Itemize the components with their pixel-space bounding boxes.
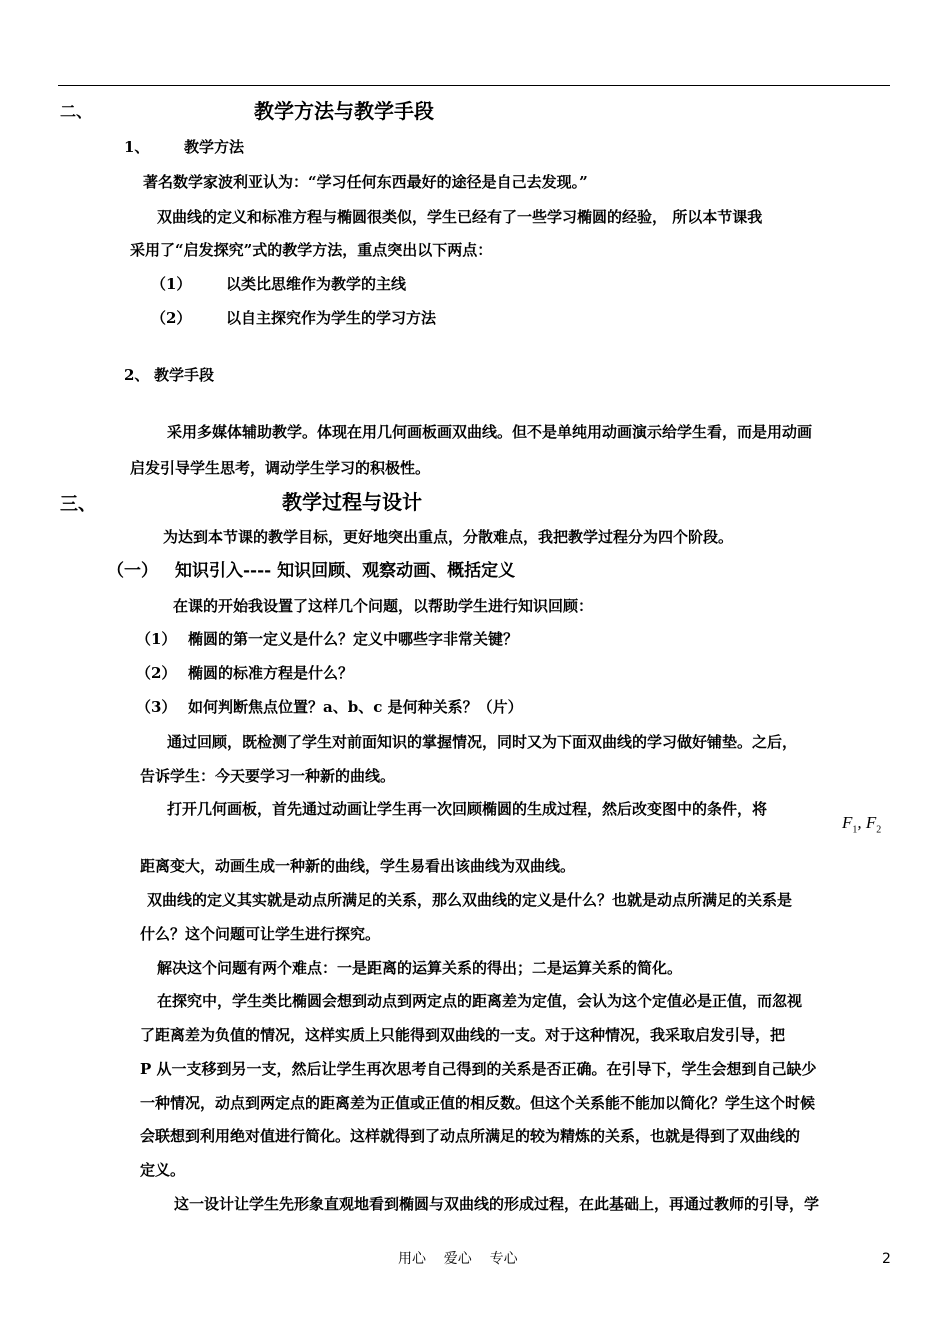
subsection2-number: 2、	[124, 366, 150, 384]
review-line1: 通过回顾，既检测了学生对前面知识的掌握情况，同时又为下面双曲线的学习做好铺垫。之后，	[167, 733, 798, 751]
definition-line2: 什么？这个问题可让学生进行探究。	[140, 925, 381, 943]
review-line2: 告诉学生：今天要学习一种新的曲线。	[140, 767, 396, 785]
geometry-line1: 打开几何画板，首先通过动画让学生再一次回顾椭圆的生成过程，然后改变图中的条件，将	[167, 800, 768, 818]
focus-points-formula: $F_1$, $F_2$	[842, 813, 882, 836]
section3-intro: 为达到本节课的教学目标，更好地突出重点，分散难点，我把教学过程分为四个阶段。	[163, 528, 734, 546]
explore-line6: 定义。	[140, 1161, 186, 1179]
header-rule	[58, 85, 890, 86]
question2-text: 椭圆的标准方程是什么？	[188, 664, 354, 682]
section3-title: 教学过程与设计	[282, 490, 422, 514]
stage1-title: 知识引入---- 知识回顾、观察动画、概括定义	[175, 561, 516, 581]
explore-line1: 在探究中，学生类比椭圆会想到动点到两定点的距离差为定值，会认为这个定值必是正值，而忽视	[157, 992, 803, 1010]
question3-number: （3）	[136, 698, 177, 716]
media-paragraph-line1: 采用多媒体辅助教学。体现在用几何画板画双曲线。但不是单纯用动画演示给学生看，而是用动画	[167, 423, 813, 441]
design-line: 这一设计让学生先形象直观地看到椭圆与双曲线的形成过程，在此基础上，再通过教师的引导，学	[174, 1195, 820, 1213]
method-paragraph-line2: 采用了“启发探究”式的教学方法，重点突出以下两点：	[130, 241, 493, 259]
explore-line2: 了距离差为负值的情况，这样实质上只能得到双曲线的一支。对于这种情况，我采取启发引导，把	[140, 1026, 786, 1044]
method-paragraph-line1: 双曲线的定义和标准方程与椭圆很类似，学生已经有了一些学习椭圆的经验， 所以本节课我	[157, 208, 763, 226]
point2-text: 以自主探究作为学生的学习方法	[226, 309, 437, 327]
stage1-number: （一）	[107, 561, 158, 581]
explore-line5: 会联想到利用绝对值进行简化。这样就得到了动点所满足的较为精炼的关系，也就是得到了双曲线的	[140, 1127, 801, 1145]
explore-line3: P 从一支移到另一支，然后让学生再次思考自己得到的关系是否正确。在引导下，学生会想到自己缺少	[140, 1060, 817, 1078]
question3-text: 如何判断焦点位置？a、b、c 是何种关系？（片）	[188, 698, 523, 716]
subsection1-number: 1、	[124, 138, 150, 156]
point1-number: （1）	[151, 275, 192, 293]
subsection2-title: 教学手段	[154, 366, 215, 384]
stage1-lead: 在课的开始我设置了这样几个问题，以帮助学生进行知识回顾：	[173, 597, 594, 615]
polya-quote: 著名数学家波利亚认为：“学习任何东西最好的途径是自己去发现。”	[143, 173, 588, 191]
definition-line1: 双曲线的定义其实就是动点所满足的关系，那么双曲线的定义是什么？也就是动点所满足的关系是	[147, 891, 793, 909]
difficulty-line: 解决这个问题有两个难点：一是距离的运算关系的得出；二是运算关系的简化。	[157, 959, 683, 977]
geometry-line2: 距离变大，动画生成一种新的曲线，学生易看出该曲线为双曲线。	[140, 857, 576, 875]
footer-motto: 用心 爱心 专心	[398, 1251, 518, 1267]
media-paragraph-line2: 启发引导学生思考，调动学生学习的积极性。	[130, 459, 431, 477]
question1-number: （1）	[136, 630, 177, 648]
section2-title: 教学方法与教学手段	[254, 99, 434, 123]
subsection1-title: 教学方法	[184, 138, 245, 156]
point2-number: （2）	[151, 309, 192, 327]
question1-text: 椭圆的第一定义是什么？定义中哪些字非常关键？	[188, 630, 519, 648]
section3-number: 三、	[60, 494, 96, 515]
section2-number: 二、	[60, 102, 93, 121]
point1-text: 以类比思维作为教学的主线	[226, 275, 407, 293]
explore-line4: 一种情况，动点到两定点的距离差为正值或正值的相反数。但这个关系能不能加以简化？学生这个时候	[140, 1094, 816, 1112]
question2-number: （2）	[136, 664, 177, 682]
page-number: 2	[882, 1251, 891, 1267]
